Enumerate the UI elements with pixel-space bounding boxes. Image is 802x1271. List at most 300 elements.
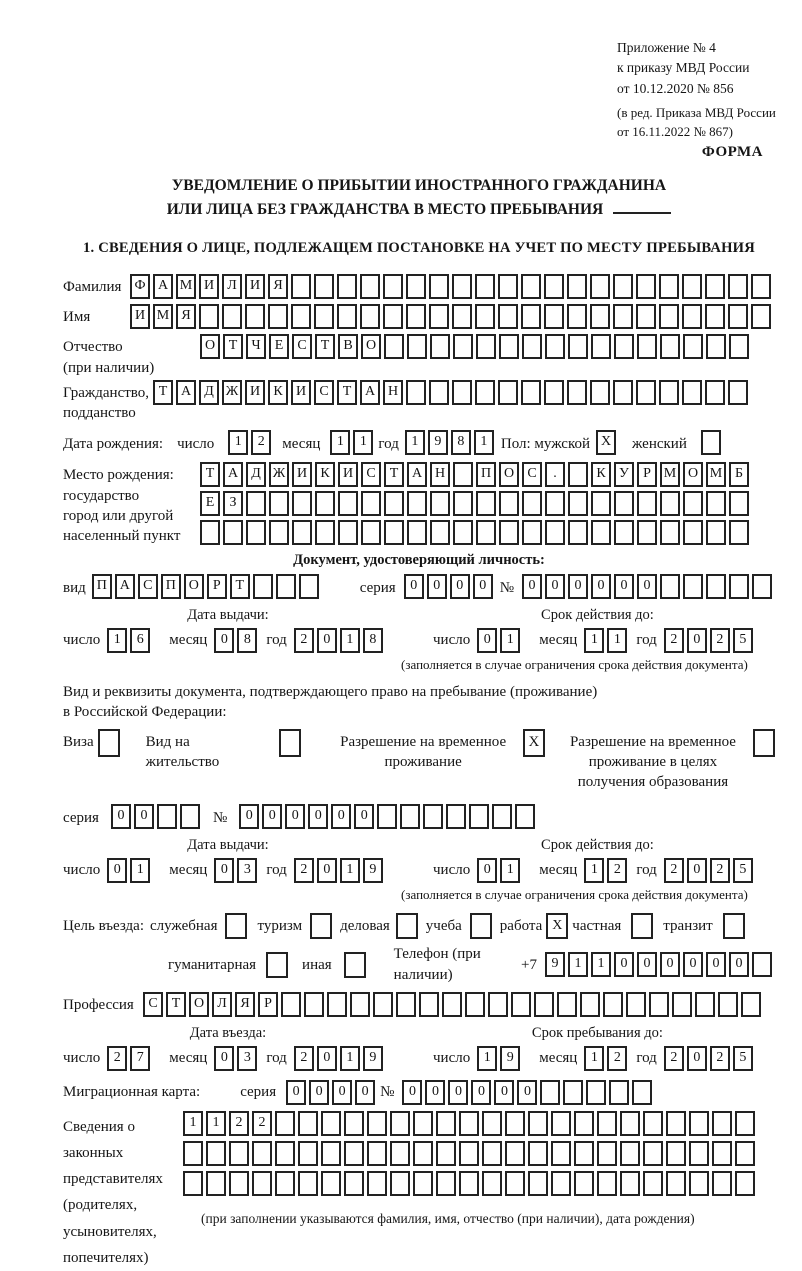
char-cell[interactable] [475, 304, 495, 329]
char-cell[interactable] [229, 1171, 249, 1196]
char-cell[interactable] [632, 1080, 652, 1105]
purpose-business-checkbox[interactable] [225, 913, 247, 939]
char-cell[interactable] [597, 1171, 617, 1196]
char-cell[interactable]: А [153, 274, 173, 299]
char-cell[interactable] [752, 952, 772, 977]
char-cell[interactable]: 9 [363, 858, 383, 883]
sex-female-checkbox[interactable] [701, 430, 721, 455]
residence-permit-checkbox[interactable] [279, 729, 301, 757]
char-cell[interactable]: 0 [591, 574, 611, 599]
char-cell[interactable] [446, 804, 466, 829]
char-cell[interactable] [321, 1171, 341, 1196]
char-cell[interactable] [452, 274, 472, 299]
char-cell[interactable]: К [315, 462, 335, 487]
char-cell[interactable] [498, 380, 518, 405]
char-cell[interactable] [649, 992, 669, 1017]
char-cell[interactable]: 1 [183, 1111, 203, 1136]
char-cell[interactable] [246, 491, 266, 516]
char-cell[interactable]: 2 [252, 1111, 272, 1136]
char-cell[interactable] [492, 804, 512, 829]
char-cell[interactable] [613, 380, 633, 405]
char-cell[interactable] [521, 274, 541, 299]
char-cell[interactable]: 0 [317, 1046, 337, 1071]
char-cell[interactable] [597, 1111, 617, 1136]
char-cell[interactable]: Д [199, 380, 219, 405]
char-cell[interactable] [406, 380, 426, 405]
char-cell[interactable] [252, 1141, 272, 1166]
char-cell[interactable] [557, 992, 577, 1017]
char-cell[interactable] [469, 804, 489, 829]
char-cell[interactable] [689, 1141, 709, 1166]
char-cell[interactable] [511, 992, 531, 1017]
char-cell[interactable]: Е [200, 491, 220, 516]
char-cell[interactable] [452, 380, 472, 405]
char-cell[interactable] [728, 274, 748, 299]
char-cell[interactable] [498, 304, 518, 329]
char-cell[interactable]: А [115, 574, 135, 599]
char-cell[interactable]: 1 [130, 858, 150, 883]
char-cell[interactable]: Т [153, 380, 173, 405]
char-cell[interactable] [689, 1171, 709, 1196]
char-cell[interactable] [741, 992, 761, 1017]
char-cell[interactable]: 0 [614, 952, 634, 977]
char-cell[interactable]: 0 [477, 858, 497, 883]
char-cell[interactable] [712, 1141, 732, 1166]
char-cell[interactable] [515, 804, 535, 829]
char-cell[interactable] [643, 1171, 663, 1196]
char-cell[interactable] [377, 804, 397, 829]
char-cell[interactable] [314, 274, 334, 299]
char-cell[interactable] [499, 334, 519, 359]
char-cell[interactable] [666, 1141, 686, 1166]
char-cell[interactable] [344, 1141, 364, 1166]
char-cell[interactable]: 8 [451, 430, 471, 455]
char-cell[interactable] [360, 304, 380, 329]
char-cell[interactable] [406, 274, 426, 299]
char-cell[interactable] [321, 1141, 341, 1166]
char-cell[interactable]: 0 [332, 1080, 352, 1105]
char-cell[interactable] [407, 491, 427, 516]
char-cell[interactable]: Я [176, 304, 196, 329]
char-cell[interactable] [568, 462, 588, 487]
char-cell[interactable] [275, 1141, 295, 1166]
char-cell[interactable] [712, 1111, 732, 1136]
char-cell[interactable] [338, 491, 358, 516]
char-cell[interactable]: 0 [111, 804, 131, 829]
char-cell[interactable] [590, 304, 610, 329]
char-cell[interactable]: М [176, 274, 196, 299]
char-cell[interactable]: С [138, 574, 158, 599]
char-cell[interactable] [373, 992, 393, 1017]
char-cell[interactable]: И [338, 462, 358, 487]
char-cell[interactable] [292, 520, 312, 545]
char-cell[interactable] [406, 304, 426, 329]
char-cell[interactable]: О [189, 992, 209, 1017]
char-cell[interactable]: 1 [607, 628, 627, 653]
char-cell[interactable]: 2 [664, 628, 684, 653]
char-cell[interactable] [383, 304, 403, 329]
char-cell[interactable] [683, 574, 703, 599]
char-cell[interactable] [430, 520, 450, 545]
char-cell[interactable]: 0 [706, 952, 726, 977]
char-cell[interactable] [544, 380, 564, 405]
char-cell[interactable]: 1 [228, 430, 248, 455]
char-cell[interactable]: 2 [107, 1046, 127, 1071]
char-cell[interactable]: 0 [522, 574, 542, 599]
char-cell[interactable]: 5 [733, 1046, 753, 1071]
char-cell[interactable]: 8 [237, 628, 257, 653]
char-cell[interactable]: 6 [130, 628, 150, 653]
char-cell[interactable] [229, 1141, 249, 1166]
char-cell[interactable]: 1 [584, 1046, 604, 1071]
char-cell[interactable] [551, 1171, 571, 1196]
char-cell[interactable] [337, 274, 357, 299]
char-cell[interactable]: К [268, 380, 288, 405]
char-cell[interactable] [384, 334, 404, 359]
char-cell[interactable] [390, 1171, 410, 1196]
char-cell[interactable] [603, 992, 623, 1017]
char-cell[interactable] [574, 1141, 594, 1166]
char-cell[interactable]: 2 [294, 628, 314, 653]
char-cell[interactable] [660, 574, 680, 599]
purpose-work-checkbox[interactable]: X [546, 913, 568, 939]
char-cell[interactable] [567, 304, 587, 329]
char-cell[interactable]: О [361, 334, 381, 359]
char-cell[interactable]: 1 [107, 628, 127, 653]
char-cell[interactable] [199, 304, 219, 329]
char-cell[interactable] [269, 520, 289, 545]
char-cell[interactable] [545, 520, 565, 545]
char-cell[interactable] [567, 274, 587, 299]
char-cell[interactable] [636, 380, 656, 405]
char-cell[interactable]: Т [166, 992, 186, 1017]
char-cell[interactable]: 2 [710, 858, 730, 883]
char-cell[interactable] [367, 1141, 387, 1166]
char-cell[interactable] [413, 1171, 433, 1196]
char-cell[interactable] [183, 1171, 203, 1196]
char-cell[interactable] [567, 380, 587, 405]
char-cell[interactable]: С [314, 380, 334, 405]
char-cell[interactable]: 0 [545, 574, 565, 599]
purpose-study-checkbox[interactable] [470, 913, 492, 939]
char-cell[interactable] [206, 1141, 226, 1166]
char-cell[interactable]: И [291, 380, 311, 405]
char-cell[interactable] [568, 520, 588, 545]
char-cell[interactable] [452, 304, 472, 329]
char-cell[interactable] [659, 380, 679, 405]
char-cell[interactable]: 1 [584, 628, 604, 653]
char-cell[interactable] [682, 274, 702, 299]
char-cell[interactable] [751, 274, 771, 299]
char-cell[interactable]: 0 [568, 574, 588, 599]
char-cell[interactable]: 0 [687, 858, 707, 883]
char-cell[interactable]: О [200, 334, 220, 359]
char-cell[interactable]: Д [246, 462, 266, 487]
char-cell[interactable] [586, 1080, 606, 1105]
char-cell[interactable] [384, 520, 404, 545]
char-cell[interactable] [637, 491, 657, 516]
char-cell[interactable]: Т [230, 574, 250, 599]
char-cell[interactable] [361, 520, 381, 545]
char-cell[interactable] [321, 1111, 341, 1136]
char-cell[interactable] [475, 274, 495, 299]
char-cell[interactable]: 0 [309, 1080, 329, 1105]
char-cell[interactable]: 0 [214, 858, 234, 883]
char-cell[interactable]: 1 [568, 952, 588, 977]
char-cell[interactable] [683, 491, 703, 516]
char-cell[interactable]: Т [200, 462, 220, 487]
char-cell[interactable]: 9 [500, 1046, 520, 1071]
char-cell[interactable] [291, 274, 311, 299]
purpose-commercial-checkbox[interactable] [396, 913, 418, 939]
purpose-other-checkbox[interactable] [344, 952, 366, 978]
char-cell[interactable] [200, 520, 220, 545]
char-cell[interactable] [476, 334, 496, 359]
char-cell[interactable] [304, 992, 324, 1017]
char-cell[interactable]: С [361, 462, 381, 487]
char-cell[interactable]: 0 [517, 1080, 537, 1105]
char-cell[interactable]: 1 [500, 858, 520, 883]
char-cell[interactable] [613, 304, 633, 329]
char-cell[interactable]: Л [212, 992, 232, 1017]
char-cell[interactable] [453, 334, 473, 359]
char-cell[interactable] [626, 992, 646, 1017]
char-cell[interactable] [728, 380, 748, 405]
char-cell[interactable] [314, 304, 334, 329]
char-cell[interactable] [298, 1171, 318, 1196]
char-cell[interactable] [327, 992, 347, 1017]
char-cell[interactable] [442, 992, 462, 1017]
char-cell[interactable]: 2 [607, 858, 627, 883]
char-cell[interactable]: 2 [251, 430, 271, 455]
temp-residence-education-checkbox[interactable] [753, 729, 775, 757]
char-cell[interactable]: 0 [471, 1080, 491, 1105]
char-cell[interactable]: И [245, 274, 265, 299]
char-cell[interactable]: Р [258, 992, 278, 1017]
char-cell[interactable] [157, 804, 177, 829]
char-cell[interactable] [551, 1141, 571, 1166]
char-cell[interactable] [522, 520, 542, 545]
char-cell[interactable]: Н [383, 380, 403, 405]
char-cell[interactable]: 1 [474, 430, 494, 455]
char-cell[interactable] [206, 1171, 226, 1196]
char-cell[interactable]: 2 [710, 628, 730, 653]
char-cell[interactable]: С [292, 334, 312, 359]
char-cell[interactable]: 0 [402, 1080, 422, 1105]
char-cell[interactable] [315, 491, 335, 516]
char-cell[interactable]: 0 [660, 952, 680, 977]
char-cell[interactable] [268, 304, 288, 329]
char-cell[interactable] [614, 520, 634, 545]
char-cell[interactable] [436, 1171, 456, 1196]
char-cell[interactable]: З [223, 491, 243, 516]
char-cell[interactable] [751, 304, 771, 329]
char-cell[interactable] [591, 334, 611, 359]
char-cell[interactable]: 7 [130, 1046, 150, 1071]
char-cell[interactable] [400, 804, 420, 829]
char-cell[interactable] [430, 334, 450, 359]
char-cell[interactable] [298, 1111, 318, 1136]
char-cell[interactable] [276, 574, 296, 599]
char-cell[interactable]: Т [337, 380, 357, 405]
char-cell[interactable]: 5 [733, 628, 753, 653]
char-cell[interactable] [453, 462, 473, 487]
char-cell[interactable]: 1 [477, 1046, 497, 1071]
char-cell[interactable] [672, 992, 692, 1017]
char-cell[interactable]: 1 [584, 858, 604, 883]
char-cell[interactable] [476, 491, 496, 516]
char-cell[interactable]: 0 [286, 1080, 306, 1105]
char-cell[interactable]: 0 [262, 804, 282, 829]
char-cell[interactable]: И [130, 304, 150, 329]
char-cell[interactable] [245, 304, 265, 329]
char-cell[interactable] [338, 520, 358, 545]
char-cell[interactable]: А [176, 380, 196, 405]
purpose-tourism-checkbox[interactable] [310, 913, 332, 939]
char-cell[interactable]: 1 [340, 628, 360, 653]
char-cell[interactable]: И [245, 380, 265, 405]
char-cell[interactable] [591, 491, 611, 516]
char-cell[interactable] [482, 1171, 502, 1196]
char-cell[interactable]: 0 [317, 628, 337, 653]
char-cell[interactable]: 1 [591, 952, 611, 977]
char-cell[interactable]: А [360, 380, 380, 405]
char-cell[interactable] [383, 274, 403, 299]
char-cell[interactable] [459, 1111, 479, 1136]
char-cell[interactable]: 3 [237, 1046, 257, 1071]
char-cell[interactable]: 0 [687, 1046, 707, 1071]
sex-male-checkbox[interactable]: X [596, 430, 616, 455]
char-cell[interactable] [407, 520, 427, 545]
char-cell[interactable]: 0 [214, 628, 234, 653]
char-cell[interactable]: Я [268, 274, 288, 299]
char-cell[interactable] [705, 304, 725, 329]
char-cell[interactable]: 0 [134, 804, 154, 829]
char-cell[interactable] [299, 574, 319, 599]
char-cell[interactable] [291, 304, 311, 329]
char-cell[interactable]: 0 [427, 574, 447, 599]
char-cell[interactable]: 0 [477, 628, 497, 653]
char-cell[interactable] [590, 274, 610, 299]
char-cell[interactable] [574, 1171, 594, 1196]
char-cell[interactable]: Р [637, 462, 657, 487]
char-cell[interactable] [544, 274, 564, 299]
char-cell[interactable] [505, 1111, 525, 1136]
char-cell[interactable] [614, 334, 634, 359]
char-cell[interactable] [683, 334, 703, 359]
char-cell[interactable] [729, 520, 749, 545]
char-cell[interactable] [620, 1111, 640, 1136]
temp-residence-checkbox[interactable]: X [523, 729, 545, 757]
char-cell[interactable] [407, 334, 427, 359]
char-cell[interactable]: А [223, 462, 243, 487]
char-cell[interactable] [735, 1141, 755, 1166]
char-cell[interactable] [269, 491, 289, 516]
char-cell[interactable]: Ж [269, 462, 289, 487]
char-cell[interactable]: 0 [285, 804, 305, 829]
char-cell[interactable]: 0 [494, 1080, 514, 1105]
char-cell[interactable]: В [338, 334, 358, 359]
purpose-private-checkbox[interactable] [631, 913, 653, 939]
char-cell[interactable] [563, 1080, 583, 1105]
char-cell[interactable] [660, 491, 680, 516]
char-cell[interactable]: 0 [239, 804, 259, 829]
char-cell[interactable]: 0 [308, 804, 328, 829]
char-cell[interactable] [522, 491, 542, 516]
char-cell[interactable] [413, 1141, 433, 1166]
char-cell[interactable] [729, 574, 749, 599]
char-cell[interactable] [660, 334, 680, 359]
char-cell[interactable] [252, 1171, 272, 1196]
char-cell[interactable]: 1 [340, 858, 360, 883]
char-cell[interactable] [482, 1141, 502, 1166]
char-cell[interactable] [453, 491, 473, 516]
visa-checkbox[interactable] [98, 729, 120, 757]
char-cell[interactable] [568, 334, 588, 359]
char-cell[interactable]: Т [384, 462, 404, 487]
char-cell[interactable] [344, 1111, 364, 1136]
char-cell[interactable]: 1 [353, 430, 373, 455]
char-cell[interactable]: П [476, 462, 496, 487]
char-cell[interactable]: 2 [294, 1046, 314, 1071]
char-cell[interactable] [475, 380, 495, 405]
char-cell[interactable] [683, 520, 703, 545]
char-cell[interactable] [430, 491, 450, 516]
char-cell[interactable]: У [614, 462, 634, 487]
char-cell[interactable] [465, 992, 485, 1017]
char-cell[interactable] [580, 992, 600, 1017]
char-cell[interactable]: 0 [729, 952, 749, 977]
char-cell[interactable]: 0 [354, 804, 374, 829]
char-cell[interactable] [706, 574, 726, 599]
char-cell[interactable]: Т [315, 334, 335, 359]
char-cell[interactable]: 0 [404, 574, 424, 599]
char-cell[interactable] [666, 1111, 686, 1136]
char-cell[interactable] [367, 1171, 387, 1196]
char-cell[interactable]: О [184, 574, 204, 599]
char-cell[interactable] [337, 304, 357, 329]
char-cell[interactable] [729, 491, 749, 516]
char-cell[interactable]: Л [222, 274, 242, 299]
char-cell[interactable]: 2 [664, 1046, 684, 1071]
char-cell[interactable] [729, 334, 749, 359]
char-cell[interactable]: Ч [246, 334, 266, 359]
char-cell[interactable]: Р [207, 574, 227, 599]
char-cell[interactable]: М [706, 462, 726, 487]
char-cell[interactable]: 1 [500, 628, 520, 653]
char-cell[interactable] [540, 1080, 560, 1105]
char-cell[interactable] [666, 1171, 686, 1196]
char-cell[interactable] [591, 520, 611, 545]
char-cell[interactable]: 0 [214, 1046, 234, 1071]
char-cell[interactable] [545, 334, 565, 359]
char-cell[interactable] [528, 1141, 548, 1166]
char-cell[interactable] [453, 520, 473, 545]
char-cell[interactable] [528, 1171, 548, 1196]
char-cell[interactable]: 0 [331, 804, 351, 829]
char-cell[interactable]: 1 [405, 430, 425, 455]
char-cell[interactable] [706, 520, 726, 545]
char-cell[interactable] [360, 274, 380, 299]
char-cell[interactable] [180, 804, 200, 829]
char-cell[interactable] [643, 1111, 663, 1136]
char-cell[interactable] [597, 1141, 617, 1166]
char-cell[interactable] [292, 491, 312, 516]
char-cell[interactable]: И [292, 462, 312, 487]
char-cell[interactable] [350, 992, 370, 1017]
char-cell[interactable] [246, 520, 266, 545]
char-cell[interactable]: С [522, 462, 542, 487]
